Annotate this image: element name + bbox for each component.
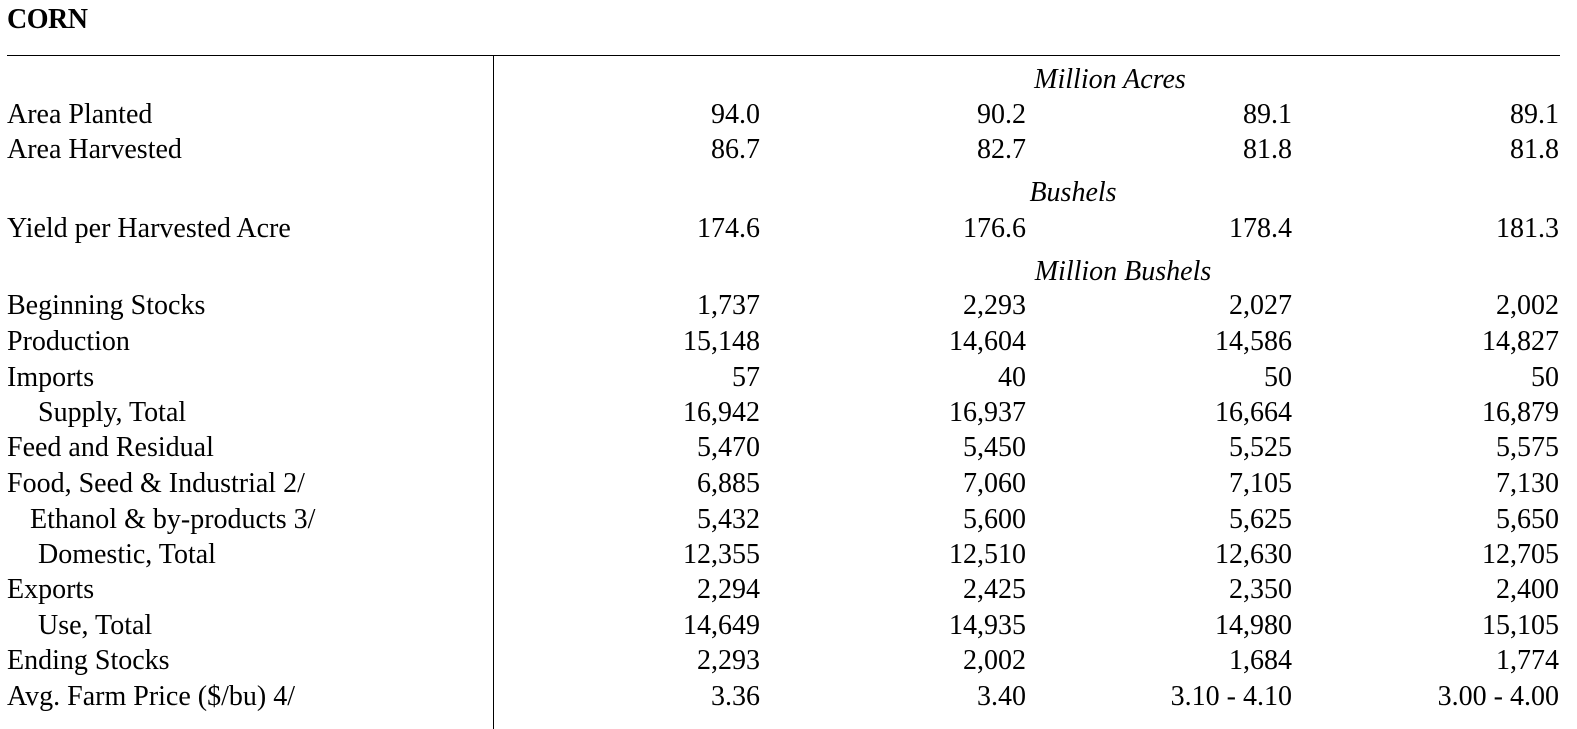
cell-value: 3.10 - 4.10 <box>1170 681 1292 712</box>
cell-value: 57 <box>732 362 760 393</box>
cell-value: 90.2 <box>977 99 1026 130</box>
table-row <box>0 466 1577 502</box>
cell-value: 14,935 <box>949 610 1026 641</box>
cell-value: 3.36 <box>711 681 760 712</box>
table-row <box>0 502 1577 538</box>
row-label: Yield per Harvested Acre <box>7 213 291 244</box>
cell-value: 5,650 <box>1496 504 1559 535</box>
table-row <box>0 211 1577 247</box>
cell-value: 89.1 <box>1243 99 1292 130</box>
cell-value: 2,002 <box>1496 290 1559 321</box>
header-rule <box>7 55 1560 56</box>
cell-value: 16,942 <box>683 397 760 428</box>
table-row <box>0 97 1577 133</box>
cell-value: 81.8 <box>1243 134 1292 165</box>
cell-value: 5,450 <box>963 432 1026 463</box>
cell-value: 50 <box>1531 362 1559 393</box>
cell-value: 2,425 <box>963 574 1026 605</box>
cell-value: 12,355 <box>683 539 760 570</box>
cell-value: 5,432 <box>697 504 760 535</box>
cell-value: 14,827 <box>1482 326 1559 357</box>
cell-value: 7,130 <box>1496 468 1559 499</box>
cell-value: 81.8 <box>1510 134 1559 165</box>
cell-value: 7,105 <box>1229 468 1292 499</box>
cell-value: 2,293 <box>963 290 1026 321</box>
row-label: Area Planted <box>7 99 153 130</box>
cell-value: 2,002 <box>963 645 1026 676</box>
cell-value: 5,525 <box>1229 432 1292 463</box>
cell-value: 5,600 <box>963 504 1026 535</box>
row-label: Ending Stocks <box>7 645 170 676</box>
cell-value: 3.00 - 4.00 <box>1437 681 1559 712</box>
row-label: Supply, Total <box>38 397 187 428</box>
unit-million-acres: Million Acres <box>1034 64 1186 95</box>
cell-value: 6,885 <box>697 468 760 499</box>
cell-value: 12,510 <box>949 539 1026 570</box>
cell-value: 7,060 <box>963 468 1026 499</box>
cell-value: 1,737 <box>697 290 760 321</box>
cell-value: 86.7 <box>711 134 760 165</box>
cell-value: 2,027 <box>1229 290 1292 321</box>
row-label: Ethanol & by-products 3/ <box>30 504 316 535</box>
cell-value: 3.40 <box>977 681 1026 712</box>
table-row <box>0 430 1577 466</box>
row-label: Domestic, Total <box>38 539 216 570</box>
row-label: Production <box>7 326 130 357</box>
table-row <box>0 395 1577 431</box>
unit-header-row <box>0 254 1577 290</box>
cell-value: 15,105 <box>1482 610 1559 641</box>
unit-bushels: Bushels <box>1029 177 1117 208</box>
cell-value: 16,664 <box>1215 397 1292 428</box>
cell-value: 12,705 <box>1482 539 1559 570</box>
table-row <box>0 132 1577 168</box>
cell-value: 15,148 <box>683 326 760 357</box>
table-row <box>0 679 1577 715</box>
cell-value: 14,649 <box>683 610 760 641</box>
cell-value: 5,575 <box>1496 432 1559 463</box>
unit-million-bushels: Million Bushels <box>1034 256 1212 287</box>
table-title: CORN <box>7 4 88 35</box>
cell-value: 40 <box>998 362 1026 393</box>
cell-value: 176.6 <box>963 213 1026 244</box>
cell-value: 14,604 <box>949 326 1026 357</box>
cell-value: 178.4 <box>1229 213 1292 244</box>
cell-value: 1,684 <box>1229 645 1292 676</box>
row-label: Food, Seed & Industrial 2/ <box>7 468 305 499</box>
table-row <box>0 537 1577 573</box>
row-label: Avg. Farm Price ($/bu) 4/ <box>7 681 295 712</box>
cell-value: 5,625 <box>1229 504 1292 535</box>
cell-value: 5,470 <box>697 432 760 463</box>
row-label: Imports <box>7 362 95 393</box>
cell-value: 14,586 <box>1215 326 1292 357</box>
cell-value: 12,630 <box>1215 539 1292 570</box>
unit-header-row <box>0 62 1577 98</box>
cell-value: 1,774 <box>1496 645 1559 676</box>
cell-value: 2,350 <box>1229 574 1292 605</box>
table-row <box>0 643 1577 679</box>
cell-value: 174.6 <box>697 213 760 244</box>
row-label: Beginning Stocks <box>7 290 206 321</box>
table-row <box>0 572 1577 608</box>
row-label: Area Harvested <box>7 134 182 165</box>
row-label: Exports <box>7 574 95 605</box>
table-row <box>0 288 1577 324</box>
cell-value: 89.1 <box>1510 99 1559 130</box>
cell-value: 50 <box>1264 362 1292 393</box>
unit-header-row <box>0 175 1577 211</box>
row-label: Use, Total <box>38 610 153 641</box>
cell-value: 181.3 <box>1496 213 1559 244</box>
table-row <box>0 324 1577 360</box>
cell-value: 14,980 <box>1215 610 1292 641</box>
table-row <box>0 608 1577 644</box>
row-label: Feed and Residual <box>7 432 214 463</box>
table-row <box>0 360 1577 396</box>
cell-value: 2,294 <box>697 574 760 605</box>
cell-value: 2,293 <box>697 645 760 676</box>
cell-value: 94.0 <box>711 99 760 130</box>
cell-value: 2,400 <box>1496 574 1559 605</box>
cell-value: 16,937 <box>949 397 1026 428</box>
cell-value: 16,879 <box>1482 397 1559 428</box>
cell-value: 82.7 <box>977 134 1026 165</box>
